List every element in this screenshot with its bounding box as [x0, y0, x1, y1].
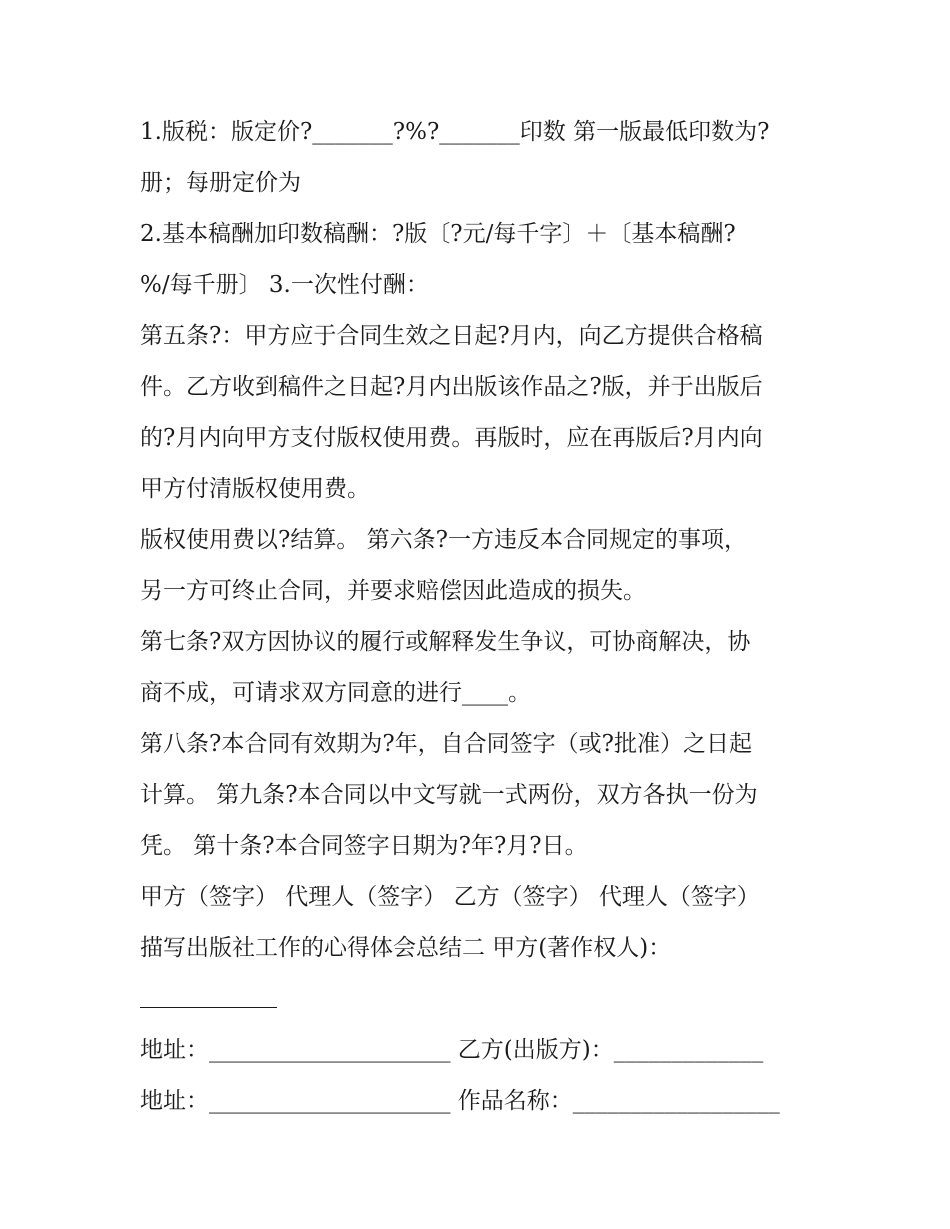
contract-text — [140, 107, 810, 1127]
text-line: %/每千册〕 3.一次性付酬： — [140, 272, 429, 298]
text-line: 2.基本稿酬加印数稿酬：?版〔?元/每千字〕＋〔基本稿酬? — [140, 221, 736, 247]
text-line: 甲方（签字） 代理人（签字） 乙方（签字） 代理人（签字） — [140, 884, 760, 910]
signature-blank — [140, 974, 810, 1025]
text-line: 1.版税：版定价?_______?%?_______印数 第一版最低印数为? — [140, 119, 770, 145]
text-line: 甲方付清版权使用费。 — [140, 476, 370, 502]
text-line: 另一方可终止合同，并要求赔偿因此造成的损失。 — [140, 578, 646, 604]
text-line: 册；每册定价为 — [140, 170, 301, 196]
address-line-2: 地址：_____________________ 作品名称：__________________ — [140, 1088, 780, 1114]
address-line-1: 地址：_____________________ 乙方(出版方)：_____________ — [140, 1037, 764, 1063]
text-line: 版权使用费以?结算。 第六条?一方违反本合同规定的事项， — [140, 527, 747, 553]
text-line: 商不成，可请求双方同意的进行____。 — [140, 680, 531, 706]
text-line: 第七条?双方因协议的履行或解释发生争议，可协商解决，协 — [140, 629, 751, 655]
text-line: 凭。 第十条?本合同签字日期为?年?月?日。 — [140, 833, 588, 859]
signature-rule — [140, 1007, 277, 1008]
text-line: 件。乙方收到稿件之日起?月内出版该作品之?版，并于出版后 — [140, 374, 763, 400]
text-line: 第五条?：甲方应于合同生效之日起?月内，向乙方提供合格稿 — [140, 323, 763, 349]
text-line: 第八条?本合同有效期为?年，自合同签字（或?批准）之日起 — [140, 731, 752, 757]
text-line: 描写出版社工作的心得体会总结二 甲方(著作权人)： — [140, 935, 672, 961]
text-line: 的?月内向甲方支付版权使用费。再版时，应在再版后?月内向 — [140, 425, 763, 451]
text-line: 计算。 第九条?本合同以中文写就一式两份，双方各执一份为 — [140, 782, 758, 808]
